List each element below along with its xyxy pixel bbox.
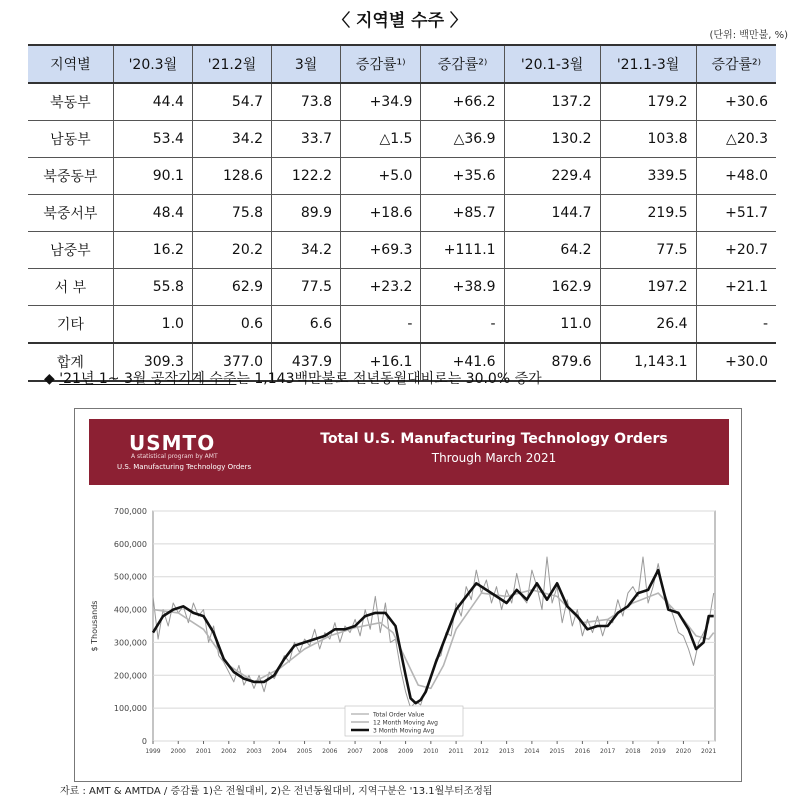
y-tick-label: 600,000	[113, 539, 147, 549]
x-tick-label: 2008	[372, 748, 388, 755]
x-tick-label: 2014	[524, 748, 540, 755]
value-cell: 75.8	[192, 195, 271, 232]
table-row	[28, 232, 776, 269]
value-cell: 73.8	[272, 83, 341, 121]
value-cell: +38.9	[421, 269, 504, 306]
value-cell: 90.1	[113, 158, 192, 195]
value-cell: 44.4	[113, 83, 192, 121]
value-cell: +20.7	[696, 232, 776, 269]
value-cell: +41.6	[421, 343, 504, 381]
value-cell: △1.5	[341, 121, 421, 158]
x-tick-label: 2013	[498, 748, 515, 755]
table-row	[28, 195, 776, 232]
value-cell: △20.3	[696, 121, 776, 158]
table-header-row	[28, 45, 776, 83]
value-cell: +30.6	[696, 83, 776, 121]
value-cell: 229.4	[504, 158, 600, 195]
header-cell: '20.1-3월	[504, 45, 600, 83]
legend-label: 3 Month Moving Avg	[373, 727, 435, 735]
value-cell: 122.2	[272, 158, 341, 195]
value-cell: 26.4	[600, 306, 696, 344]
note-underlined-text: '21년 1~ 3월 공작기계 수주	[59, 371, 237, 387]
value-cell: 377.0	[192, 343, 271, 381]
value-cell: +30.0	[696, 343, 776, 381]
value-cell: +111.1	[421, 232, 504, 269]
region-cell: 합계	[28, 343, 113, 381]
value-cell: -	[696, 306, 776, 344]
table-row	[28, 121, 776, 158]
value-cell: +21.1	[696, 269, 776, 306]
chart-subtitle: Through March 2021	[431, 451, 557, 465]
value-cell: +66.2	[421, 83, 504, 121]
value-cell: +35.6	[421, 158, 504, 195]
value-cell: 34.2	[272, 232, 341, 269]
x-tick-label: 2012	[473, 748, 490, 755]
x-tick-label: 2005	[296, 748, 313, 755]
value-cell: 309.3	[113, 343, 192, 381]
legend-label: Total Order Value	[373, 711, 425, 719]
value-cell: 130.2	[504, 121, 600, 158]
value-cell: 162.9	[504, 269, 600, 306]
unit-label: (단위: 백만불, %)	[709, 30, 788, 41]
value-cell: 64.2	[504, 232, 600, 269]
y-tick-label: 400,000	[113, 605, 147, 615]
value-cell: 1.0	[113, 306, 192, 344]
value-cell: 55.8	[113, 269, 192, 306]
table-row	[28, 83, 776, 121]
x-tick-label: 2002	[221, 748, 237, 755]
value-cell: -	[341, 306, 421, 344]
orders-line-chart	[75, 501, 741, 779]
value-cell: 219.5	[600, 195, 696, 232]
value-cell: 179.2	[600, 83, 696, 121]
region-cell: 북동부	[28, 83, 113, 121]
x-tick-label: 2006	[322, 748, 338, 755]
header-cell: 증감률¹⁾	[341, 45, 421, 83]
logo-tagline: A statistical program by AMT	[131, 453, 218, 460]
value-cell: 1,143.1	[600, 343, 696, 381]
x-tick-label: 2021	[701, 748, 717, 755]
y-tick-label: 0	[141, 737, 147, 746]
value-cell: 77.5	[272, 269, 341, 306]
value-cell: 34.2	[192, 121, 271, 158]
y-axis-label: $ Thousands	[90, 600, 99, 652]
x-tick-label: 2004	[271, 748, 287, 755]
y-tick-label: 700,000	[113, 507, 147, 516]
y-tick-label: 100,000	[113, 704, 147, 714]
region-cell: 남동부	[28, 121, 113, 158]
value-cell: +5.0	[341, 158, 421, 195]
value-cell: 48.4	[113, 195, 192, 232]
table-row	[28, 269, 776, 306]
note-bullet: ◆	[44, 371, 60, 387]
x-tick-label: 2015	[549, 748, 565, 755]
x-tick-label: 1999	[145, 748, 161, 755]
table-title: 〈 지역별 수주 〉	[333, 11, 467, 31]
x-tick-label: 2001	[195, 748, 212, 755]
value-cell: 339.5	[600, 158, 696, 195]
header-cell: '20.3월	[113, 45, 192, 83]
value-cell: +48.0	[696, 158, 776, 195]
region-cell: 서 부	[28, 269, 113, 306]
table-row	[28, 158, 776, 195]
x-tick-label: 2020	[675, 748, 692, 755]
region-cell: 기타	[28, 306, 113, 344]
x-tick-label: 2007	[347, 748, 363, 755]
value-cell: 879.6	[504, 343, 600, 381]
value-cell: 62.9	[192, 269, 271, 306]
legend-label: 12 Month Moving Avg	[373, 719, 438, 727]
table-row	[28, 306, 776, 344]
header-cell: '21.1-3월	[600, 45, 696, 83]
value-cell: △36.9	[421, 121, 504, 158]
value-cell: 16.2	[113, 232, 192, 269]
summary-note	[44, 368, 542, 388]
value-cell: 437.9	[272, 343, 341, 381]
x-tick-label: 2000	[170, 748, 186, 755]
value-cell: 128.6	[192, 158, 271, 195]
value-cell: 0.6	[192, 306, 271, 344]
regional-orders-table	[28, 44, 776, 382]
header-cell: 지역별	[28, 45, 113, 83]
x-tick-label: 2018	[625, 748, 641, 755]
value-cell: 89.9	[272, 195, 341, 232]
x-tick-label: 2003	[246, 748, 262, 755]
value-cell: -	[421, 306, 504, 344]
value-cell: +85.7	[421, 195, 504, 232]
value-cell: +23.2	[341, 269, 421, 306]
value-cell: 53.4	[113, 121, 192, 158]
value-cell: +34.9	[341, 83, 421, 121]
x-tick-label: 2009	[397, 748, 414, 755]
value-cell: +18.6	[341, 195, 421, 232]
x-tick-label: 2010	[423, 748, 439, 755]
value-cell: +51.7	[696, 195, 776, 232]
value-cell: 6.6	[272, 306, 341, 344]
value-cell: 144.7	[504, 195, 600, 232]
chart-figure	[74, 408, 742, 782]
source-note: 자료 : AMT & AMTDA / 증감률 1)은 전월대비, 2)은 전년동월대비, 지역구분은 '13.1월부터조정됨	[60, 786, 493, 797]
value-cell: 77.5	[600, 232, 696, 269]
usmto-logo: USMTO	[129, 431, 216, 455]
x-tick-label: 2016	[574, 748, 591, 755]
value-cell: 197.2	[600, 269, 696, 306]
region-cell: 북중서부	[28, 195, 113, 232]
value-cell: +69.3	[341, 232, 421, 269]
header-cell: 증감률²⁾	[421, 45, 504, 83]
value-cell: 20.2	[192, 232, 271, 269]
x-tick-label: 2017	[600, 748, 616, 755]
value-cell: 33.7	[272, 121, 341, 158]
y-tick-label: 500,000	[113, 572, 147, 582]
y-tick-label: 300,000	[113, 638, 147, 648]
region-cell: 북중동부	[28, 158, 113, 195]
value-cell: 54.7	[192, 83, 271, 121]
note-text: 는 1,143백만불로 전년동월대비로는 30.0% 증가	[236, 371, 542, 387]
chart-title: Total U.S. Manufacturing Technology Orders	[320, 431, 668, 447]
value-cell: 11.0	[504, 306, 600, 344]
header-cell: 3월	[272, 45, 341, 83]
logo-subtitle: U.S. Manufacturing Technology Orders	[117, 463, 252, 471]
x-tick-label: 2011	[448, 748, 464, 755]
header-cell: '21.2월	[192, 45, 271, 83]
value-cell: 103.8	[600, 121, 696, 158]
y-tick-label: 200,000	[113, 671, 147, 681]
region-cell: 남중부	[28, 232, 113, 269]
value-cell: +16.1	[341, 343, 421, 381]
chart-banner	[89, 419, 729, 485]
x-tick-label: 2019	[650, 748, 666, 755]
value-cell: 137.2	[504, 83, 600, 121]
table-body	[28, 83, 776, 381]
header-cell: 증감률²⁾	[696, 45, 776, 83]
